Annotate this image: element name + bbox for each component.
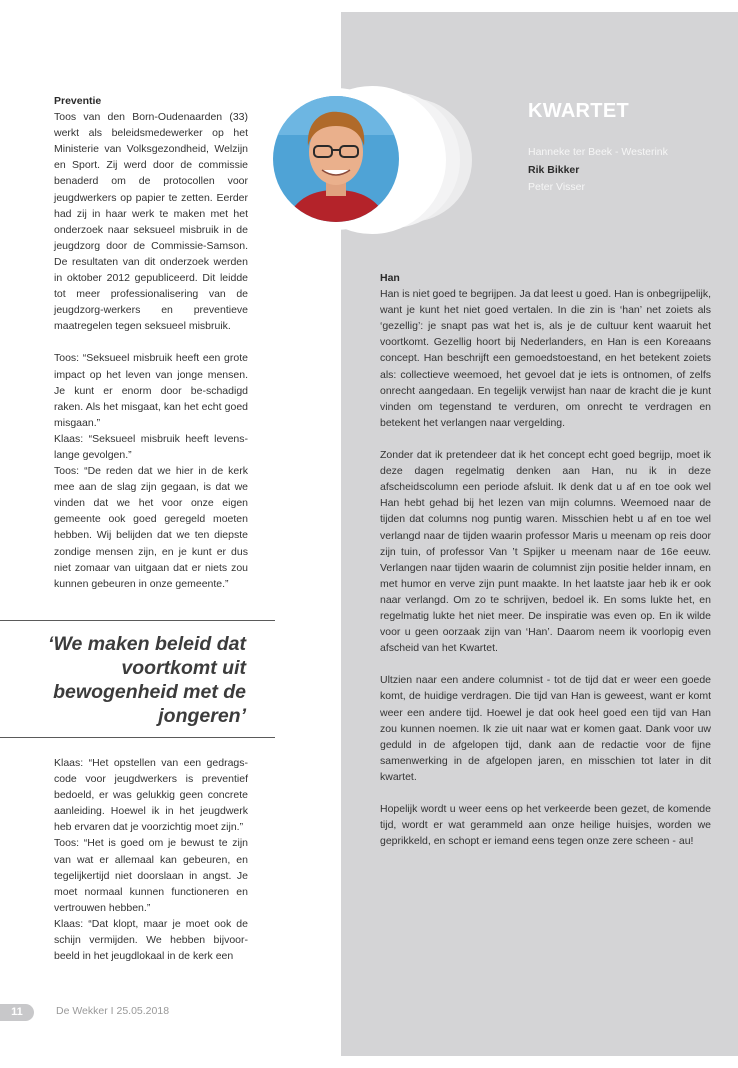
paragraph: Han is niet goed te begrijpen. Ja dat leest u goed. Han is onbegrijpelijk, want je kunt het niet goed vertalen. In die zin is ‘han’ net zoiets als ‘gezellig’: je snapt pas wat het is, als je de cultuur kent waaruit het voortkomt. Gezellig hoort bij Nederlanders, en Han is een Koreaans concept. Han beschrijft een gemoedstoestand, en het betekent zoiets als: collectieve weemoed, het gevoel dat je iets is ontnomen, of zelfs onrecht aangedaan. En tegelijk verwijst han naar de kracht die je kunt vinden om tegenstand te verduren, om onrecht te verdragen en betekent het verlangen naar vergelding. xyxy=(380,288,711,429)
paragraph: Toos: “Seksueel misbruik heeft een grote impact op het leven van jonge mensen. Je kunt er enorm door be-schadigd raken. Als het misgaat, kan het echt goed misgaan.” xyxy=(54,352,248,429)
column-text xyxy=(380,270,711,849)
paragraph: Zonder dat ik pretendeer dat ik het concept echt goed begrijp, moet ik deze dagen regelmatig denken aan Han, nu ik in deze afscheidscolumn een periode afsluit. Ik denk dat u af en toe ook wel Han hebt gehad bij het lezen van mijn columns. Weemoed naar de tijden dat columns nog puntig waren. Misschien hebt u af en toe wel verlangd naar de tijden waarin professor Maris u meenam op reis door zijn tuin, of professor Van ’t Spijker u meenam naar de 16e eeuw. Verlangen naar tijden waarin de columnist zijn positie helder innam, en met humor en verve zijn punt maakte. In het laatste jaar heb ik er ook naar verlangd. Om zo te schrijven, bedoel ik. En soms lukte het, en regelmatig lukte het niet meer. De inspiratie was even op. En ik wilde voor u geen oorzaak zijn van ‘Han’. Daarom neem ik voorlopig even afscheid van het Kwartet. xyxy=(380,449,711,655)
section-heading: Preventie xyxy=(54,95,102,107)
column-heading: Han xyxy=(380,272,400,284)
paragraph: Ultzien naar een andere columnist - tot de tijd dat er weer een goede komt, de huidige verdragen. Die tijd van Han is geweest, want er komt weer een andere tijd. Hoewel je dat ook heel goed een tijd van Han zou kunnen noemen. Ik zie uit naar wat er komen gaat. Dank voor uw geduld in de afgelopen tijd, dank aan de redactie voor de fijne samenwerking in de afgelopen jaren, en misschien tot later in dit kwartet. xyxy=(380,674,711,783)
paragraph: Klaas: “Dat klopt, maar je moet ook de schijn vermijden. We hebben bijvoor-beeld in het jeugdlokaal in de kerk een xyxy=(54,917,248,963)
author-name: Peter Visser xyxy=(528,181,585,193)
pull-quote: ‘We maken beleid dat voortkomt uit bewogenheid met de jongeren’ xyxy=(48,633,246,727)
paragraph: Klaas: “Seksueel misbruik heeft levens-lange gevolgen.” xyxy=(54,432,248,461)
quote-rule-top xyxy=(0,620,275,621)
interview-text-upper xyxy=(54,93,248,592)
paragraph: Toos: “Het is goed om je bewust te zijn van wat er allemaal kan gebeuren, en tegelijkertijd niet doorslaan in angst. Je moet normaal kunnen functioneren en vertrouwen hebben.” xyxy=(54,837,248,914)
portrait-arcs xyxy=(270,80,490,240)
page-number: 11 xyxy=(0,1004,34,1021)
paragraph: Toos: “De reden dat we hier in de kerk mee aan de slag zijn gegaan, is dat we vinden dat we het voor onze eigen gemeente ook goed geregeld moeten hebben. Wij belijden dat we ten diepste zondige mensen zijn, en je kunt er dus niet zomaar van uitgaan dat er niets zou kunnen gebeuren in onze gemeente.” xyxy=(54,465,248,590)
paragraph: Klaas: “Het opstellen van een gedrags-code voor jeugdwerkers is preventief bedoeld, er was gelukkig geen concrete aanleiding. Hoewel ik in het jeugdwerk heb ervaren dat je voorzichtig moet zijn.” xyxy=(54,757,248,834)
author-name: Hanneke ter Beek - Westerink xyxy=(528,146,668,158)
paragraph: Hopelijk wordt u weer eens op het verkeerde been gezet, de komende tijd, wordt er wat gerammeld aan onze heilige huisjes, worden we geprikkeld, en schopt er iemand eens tegen onze zere scheen - au! xyxy=(380,803,711,848)
publication-footer: De Wekker I 25.05.2018 xyxy=(56,1005,170,1017)
interview-text-lower xyxy=(54,755,248,964)
paragraph: Toos van den Born-Oudenaarden (33) werkt als beleidsmedewerker op het Ministerie van Volksgezondheid, Welzijn en Sport. Zij werd door de commissie benaderd om de protocollen voor jeugdwerkers op papier te zetten. Eerder had zij in haar werk te maken met het onderzoek naar seksueel misbruik in de jeugdzorg door de Commissie-Samson. De resultaten van dit onderzoek werden in oktober 2012 gepubliceerd. Dit leidde tot meer professionalisering van de jeugdzorg-werkers en preventieve maatregelen tegen seksueel misbruik. xyxy=(54,111,248,333)
column-title: KWARTET xyxy=(528,100,629,122)
quote-rule-bottom xyxy=(0,737,275,738)
author-name-active: Rik Bikker xyxy=(528,164,580,176)
